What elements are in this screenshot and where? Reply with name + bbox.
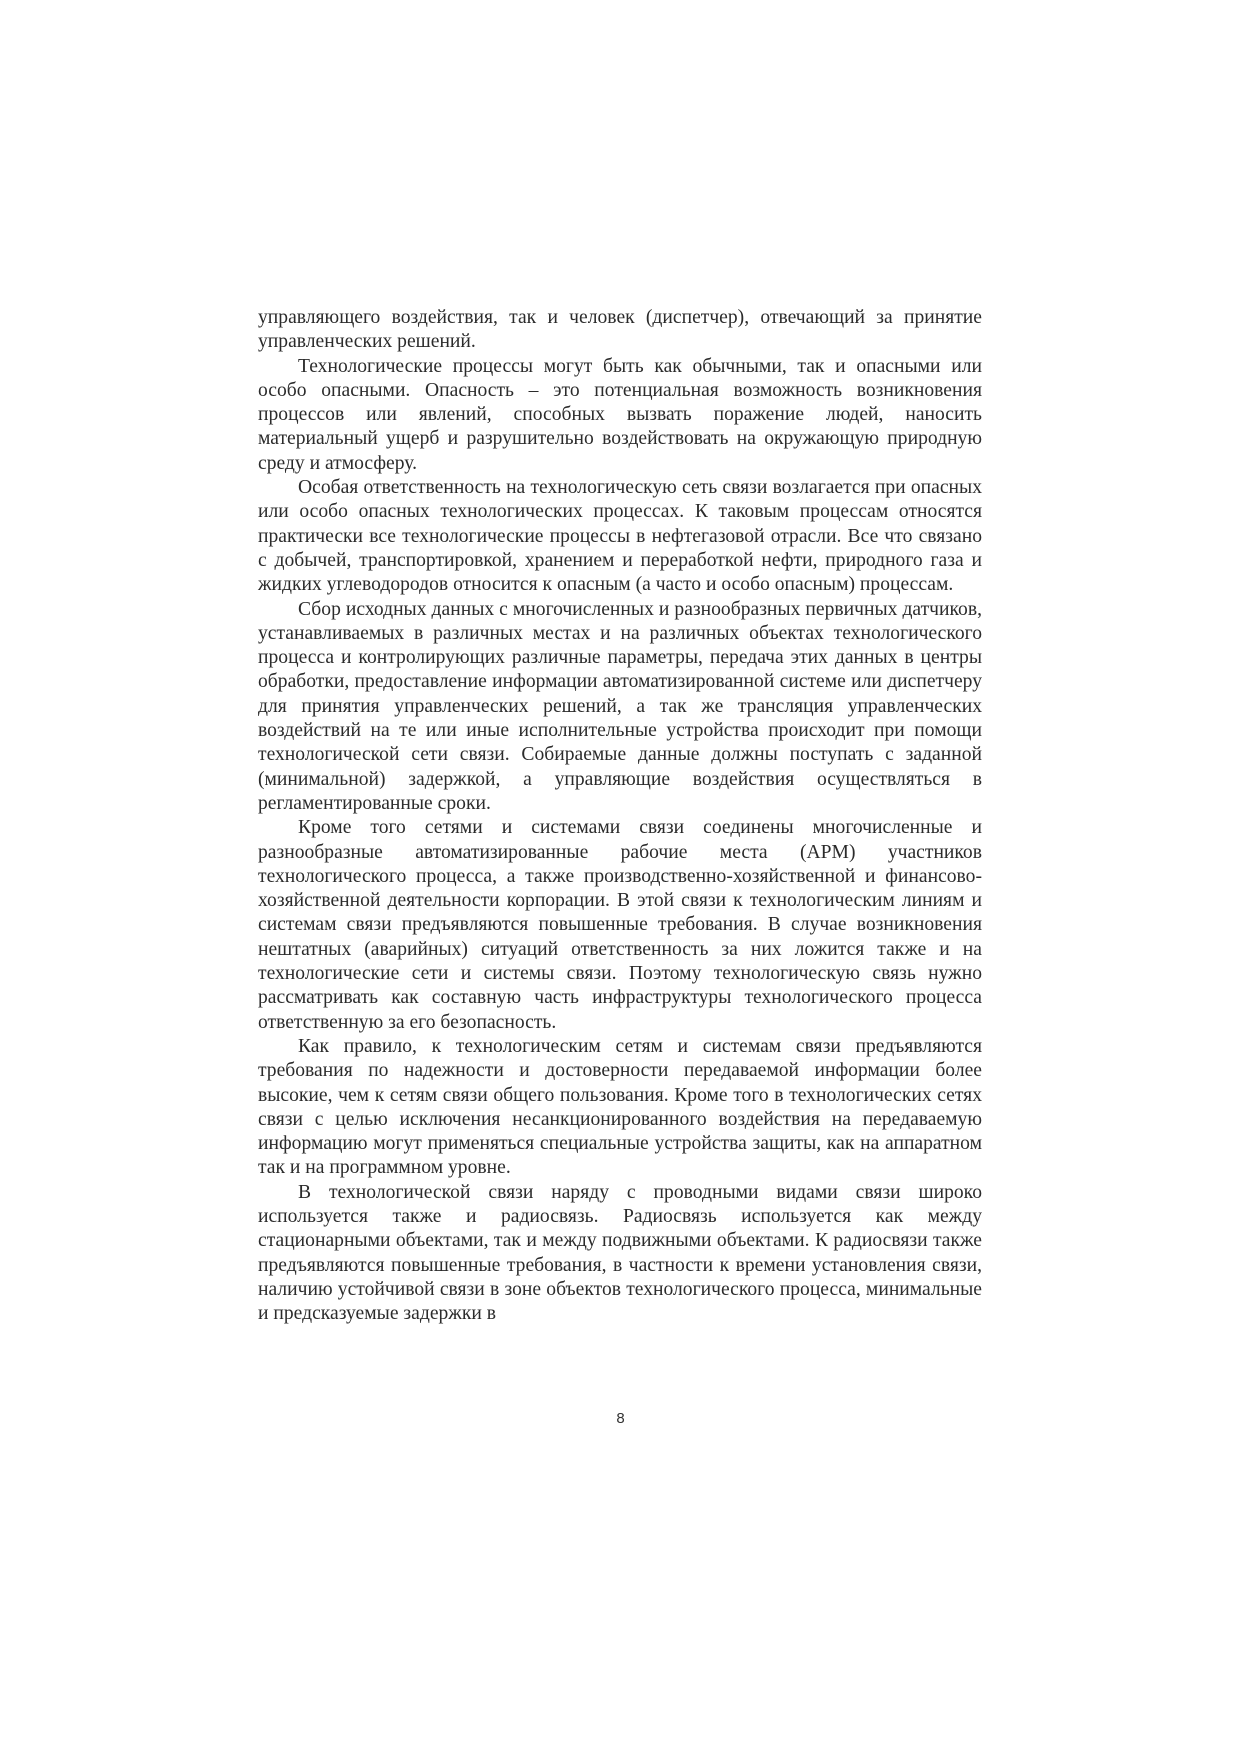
page-body <box>258 306 982 1326</box>
paragraph-continuation: управляющего воздействия, так и человек (диспетчер), отвечающий за принятие управленческих решений. <box>258 307 982 353</box>
paragraph-data-collection: Сбор исходных данных с многочисленных и разнообразных первичных датчиков, устанавливаемых в различных местах и на различных объектах технологического процесса и контролирующих различные параметры, передача этих данных в центры обработки, предоставление информации автоматизированной системе или диспетчеру для принятия управленческих решений, а так же трансляция управленческих воздействий на те или иные исполнительные устройства происходит при помощи технологической сети связи. Собираемые данные должны поступать с заданной (минимальной) задержкой, а управляющие воздействия осуществляться в регламентированные сроки. <box>258 598 982 814</box>
paragraph-workstations: Кроме того сетями и системами связи соединены многочисленные и разнообразные автоматизированные рабочие места (АРМ) участников технологического процесса, а также производственно-хозяйственной и финансово-хозяйственной деятельности корпорации. В этой связи к технологическим линиям и системам связи предъявляются повышенные требования. В случае возникновения нештатных (аварийных) ситуаций ответственность за них ложится также и на технологические сети и системы связи. Поэтому технологическую связь нужно рассматривать как составную часть инфраструктуры технологического процесса ответственную за его безопасность. <box>258 817 982 1033</box>
page-number: 8 <box>616 1410 625 1427</box>
paragraph-hazard-definition: Технологические процессы могут быть как обычными, так и опасными или особо опасными. Опасность – это потенциальная возможность возникновения процессов или явлений, способных вызвать поражение людей, наносить материальный ущерб и разрушительно воздействовать на окружающую природную среду и атмосферу. <box>258 355 982 474</box>
paragraph-radio-communication: В технологической связи наряду с проводными видами связи широко используется также и радиосвязь. Радиосвязь используется как между стационарными объектами, так и между подвижными объектами. К радиосвязи также предъявляются повышенные требования, в частности к времени установления связи, наличию устойчивой связи в зоне объектов технологического процесса, минимальные и предсказуемые задержки в <box>258 1181 982 1325</box>
paragraph-special-responsibility: Особая ответственность на технологическую сеть связи возлагается при опасных или особо опасных технологических процессах. К таковым процессам относятся практически все технологические процессы в нефтегазовой отрасли. Все что связано с добычей, транспортировкой, хранением и переработкой нефти, природного газа и жидких углеводородов относится к опасным (а часто и особо опасным) процессам. <box>258 477 982 596</box>
paragraph-reliability-requirements: Как правило, к технологическим сетям и системам связи предъявляются требования по надежности и достоверности передаваемой информации более высокие, чем к сетям связи общего пользования. Кроме того в технологических сетях связи с целью исключения несанкционированного воздействия на передаваемую информацию могут применяться специальные устройства защиты, как на аппаратном так и на программном уровне. <box>258 1035 982 1179</box>
